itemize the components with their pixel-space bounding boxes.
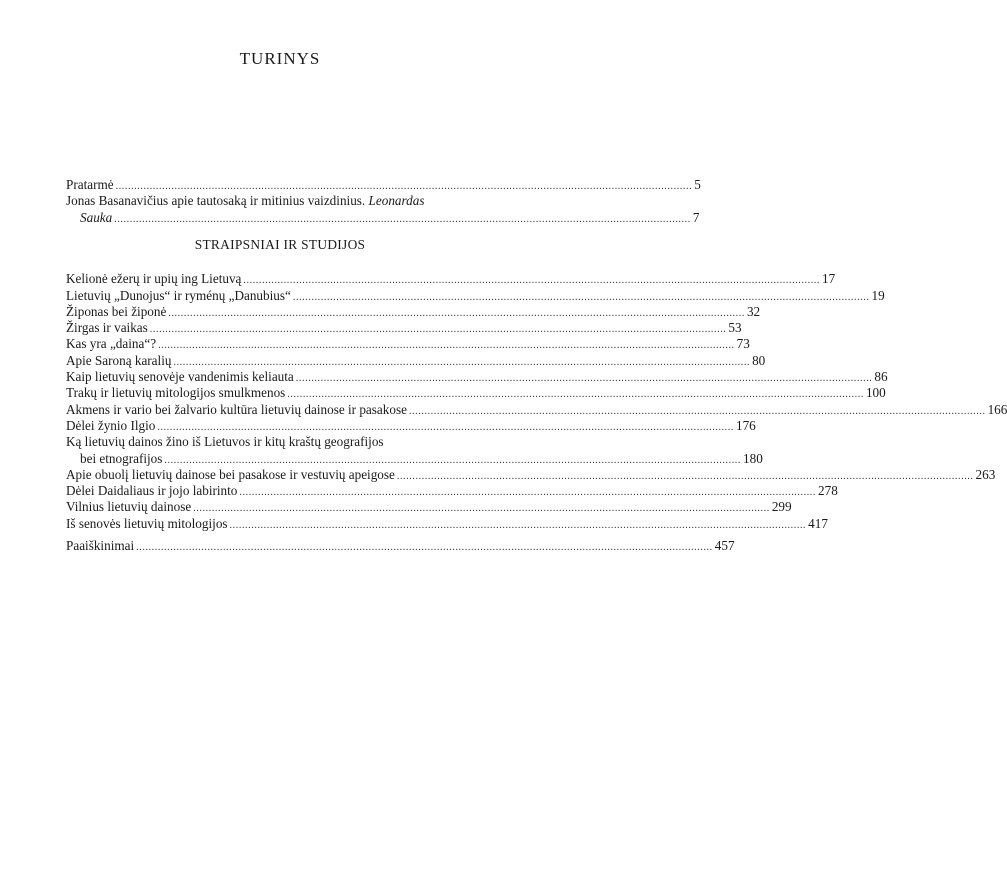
toc-entry-title: bei etnografijos: [80, 450, 163, 466]
toc-entry: [66, 177, 701, 193]
back-matter-list: [66, 538, 735, 554]
section-heading: STRAIPSNIAI IR STUDIJOS: [194, 237, 366, 252]
toc-entry-page: 80: [752, 352, 766, 368]
dot-leader: ..........................................................................................................................................................................................: [115, 181, 693, 193]
toc-entry-page: 299: [771, 499, 792, 515]
toc-entry: [66, 352, 766, 368]
toc-entry-multiline: [66, 434, 506, 450]
toc-entry-page: 417: [808, 515, 828, 531]
dot-leader: ..........................................................................................................................................................................................: [157, 421, 734, 433]
toc-entry-continuation: [66, 209, 700, 226]
toc-entry: [66, 336, 750, 352]
dot-leader: ..........................................................................................................................................................................................: [243, 275, 821, 287]
dot-leader: ..........................................................................................................................................................................................: [287, 389, 864, 401]
toc-entry-title: Dėlei Daidaliaus ir jojo labirinto: [66, 483, 238, 499]
front-matter-list: [66, 177, 701, 226]
toc-entry: [66, 271, 836, 287]
toc-entry-title: Dėlei žynio Ilgio: [66, 417, 156, 433]
toc-entry-page: 5: [694, 177, 701, 193]
toc-entry-page: 278: [818, 483, 838, 499]
toc-entry-title: Lietuvių „Dunojus“ ir ryménų „Danubius“: [66, 287, 291, 303]
dot-leader: ..........................................................................................................................................................................................: [114, 213, 691, 225]
toc-entry-page: 176: [735, 417, 756, 433]
dot-leader: ..........................................................................................................................................................................................: [173, 356, 751, 368]
toc-entry-title: Apie obuolį lietuvių dainose bei pasakose ir vestuvių apeigose: [66, 466, 395, 482]
toc-entry: [66, 303, 761, 320]
toc-entry-page: 73: [736, 336, 750, 352]
toc-entry-page: 7: [692, 209, 700, 225]
toc-entry-title: Žiponas bei žiponė: [66, 303, 167, 319]
toc-entry-title: Vilnius lietuvių dainose: [66, 499, 192, 515]
dot-leader: ..........................................................................................................................................................................................: [239, 487, 817, 499]
toc-entry-title: Žirgas ir vaikas: [66, 320, 148, 336]
dot-leader: ..........................................................................................................................................................................................: [229, 519, 807, 531]
toc-entry-title: Kas yra „daina“?: [66, 336, 157, 352]
toc-entry-title: Iš senovės lietuvių mitologijos: [66, 515, 228, 531]
toc-entry: [66, 417, 756, 434]
toc-entry: [66, 483, 838, 499]
page-title: TURINYS: [239, 49, 321, 68]
toc-entry-title: Apie Saroną karalių: [66, 352, 172, 368]
dot-leader: ..........................................................................................................................................................................................: [193, 503, 770, 515]
toc-entry-page: 32: [746, 303, 761, 319]
toc-entry-title: Akmens ir vario bei žalvario kultūra lietuvių dainose ir pasakose: [66, 401, 407, 417]
dot-leader: ..........................................................................................................................................................................................: [158, 340, 735, 352]
toc-entry: [66, 401, 1007, 417]
dot-leader: ..........................................................................................................................................................................................: [295, 373, 873, 385]
toc-entry-title: Trakų ir lietuvių mitologijos smulkmenos: [66, 385, 286, 401]
toc-entry: [66, 466, 996, 483]
toc-entry-title: Kelionė ežerų ir upių ing Lietuvą: [66, 271, 242, 287]
toc-entry: [66, 369, 888, 385]
toc-entry-title: Pratarmė: [66, 177, 114, 193]
toc-entry-title: Jonas Basanavičius apie tautosaką ir mitinius vaizdinius.: [66, 193, 366, 209]
dot-leader: ..........................................................................................................................................................................................: [396, 470, 974, 482]
toc-entry-title: Kaip lietuvių senovėje vandenimis keliauta: [66, 369, 294, 385]
toc-entry-page: 19: [871, 287, 885, 303]
toc-entry-page: 166: [987, 401, 1007, 417]
toc-entry-page: 53: [728, 320, 742, 336]
toc-entry-page: 263: [975, 466, 996, 482]
toc-entry-title: Paaiškinimai: [66, 538, 135, 554]
toc-entry-page: 457: [714, 538, 735, 554]
toc-entry-multiline: [66, 193, 506, 209]
toc-entry-page: 86: [874, 369, 888, 385]
dot-leader: ..........................................................................................................................................................................................: [149, 324, 727, 336]
toc-entry-page: 180: [743, 450, 763, 466]
dot-leader: ..........................................................................................................................................................................................: [168, 307, 745, 319]
toc-entry: [66, 320, 742, 336]
toc-entry: [66, 538, 735, 554]
toc-entry-title: Ką lietuvių dainos žino iš Lietuvos ir kitų kraštų geografijos: [66, 433, 384, 449]
toc-entry-page: 100: [865, 385, 886, 401]
dot-leader: ..........................................................................................................................................................................................: [136, 542, 713, 554]
dot-leader: ..........................................................................................................................................................................................: [164, 454, 742, 466]
toc-entry: [66, 515, 828, 531]
toc-entry: [66, 287, 885, 303]
articles-list: [66, 271, 1007, 532]
toc-entry-author: Sauka: [80, 209, 113, 225]
toc-entry: [66, 385, 886, 401]
toc-entry-continuation: [66, 450, 763, 466]
toc-entry: [66, 499, 792, 515]
toc-entry-page: 17: [822, 271, 836, 287]
dot-leader: ..........................................................................................................................................................................................: [408, 405, 986, 417]
toc-entry-author: Leonardas: [368, 193, 425, 209]
dot-leader: ..........................................................................................................................................................................................: [292, 291, 870, 303]
